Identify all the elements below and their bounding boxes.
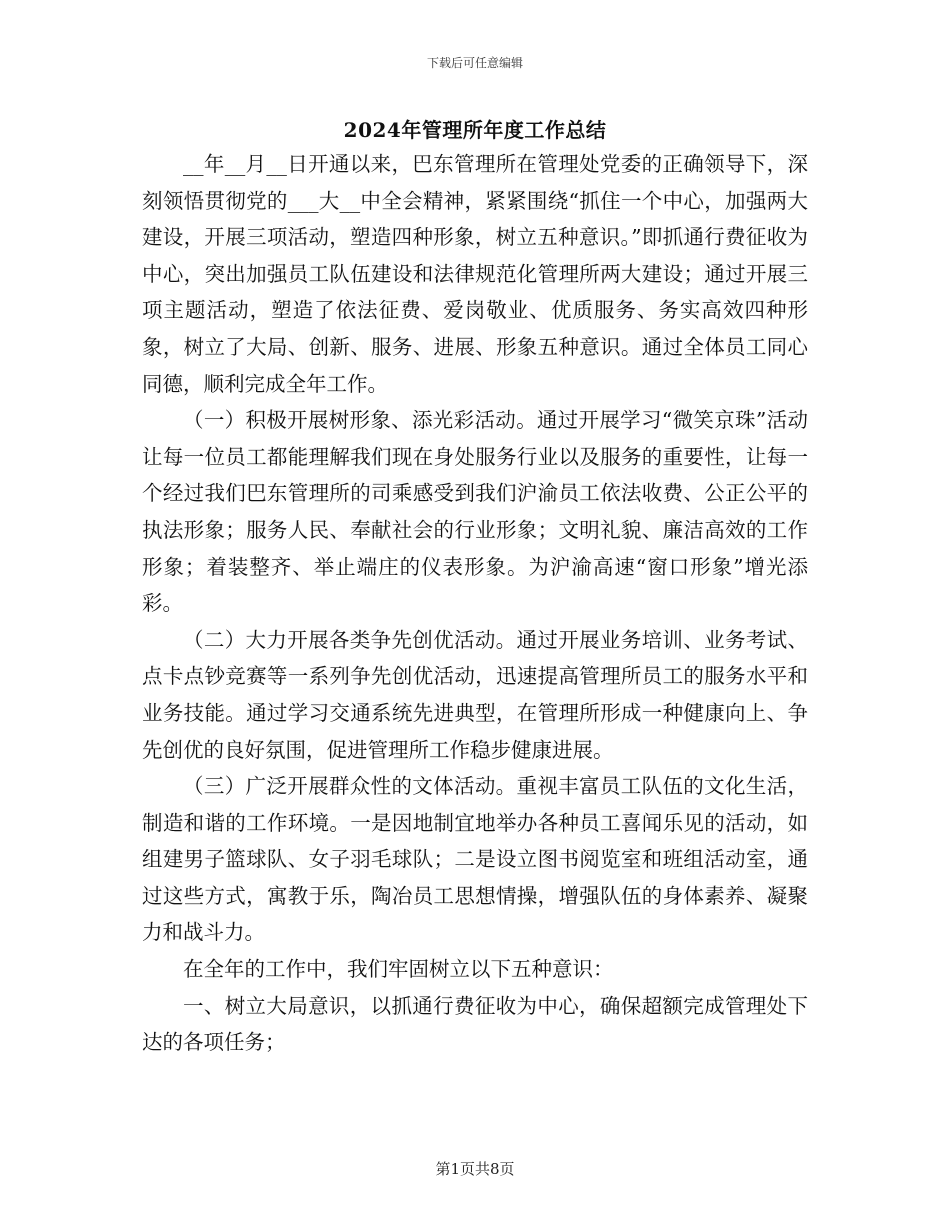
paragraph-awareness-1: 一、树立大局意识，以抓通行费征收为中心，确保超额完成管理处下达的各项任务； bbox=[142, 993, 808, 1055]
page-header-note: 下载后可任意编辑 bbox=[426, 56, 523, 70]
paragraph-section-2: （二）大力开展各类争先创优活动。通过开展业务培训、业务考试、点卡点钞竞赛等一系列争先创优活动，迅速提高管理所员工的服务水平和业务技能。通过学习交通系统先进典型，在管理所形成一种健康向上、争先创优的良好氛围，促进管理所工作稳步健康进展。 bbox=[142, 627, 808, 762]
page-number: 第1页共8页 bbox=[435, 1160, 515, 1178]
paragraph-intro: __年__月__日开通以来，巴东管理所在管理处党委的正确领导下，深刻领悟贯彻党的___大__中全会精神，紧紧围绕“抓住一个中心，加强两大建设，开展三项活动，塑造四种形象，树立五种意识。”即抓通行费征收为中心，突出加强员工队伍建设和法律规范化管理所两大建设；通过开展三项主题活动，塑造了依法征费、爱岗敬业、优质服务、务实高效四种形象，树立了大局、创新、服务、进展、形象五种意识。通过全体员工同心同德，顺利完成全年工作。 bbox=[142, 152, 808, 396]
paragraph-section-3: （三）广泛开展群众性的文体活动。重视丰富员工队伍的文化生活，制造和谐的工作环境。一是因地制宜地举办各种员工喜闻乐见的活动，如组建男子篮球队、女子羽毛球队；二是设立图书阅览室和班组活动室，通过这些方式，寓教于乐，陶冶员工思想情操，增强队伍的身体素养、凝聚力和战斗力。 bbox=[142, 774, 808, 945]
document-title: 2024年管理所年度工作总结 bbox=[343, 118, 607, 142]
paragraph-five-awareness-intro: 在全年的工作中，我们牢固树立以下五种意识： bbox=[183, 957, 614, 982]
paragraph-section-1: （一）积极开展树形象、添光彩活动。通过开展学习“微笑京珠”活动让每一位员工都能理解我们现在身处服务行业以及服务的重要性，让每一个经过我们巴东管理所的司乘感受到我们沪渝员工依法收费、公正公平的执法形象；服务人民、奉献社会的行业形象；文明礼貌、廉洁高效的工作形象；着装整齐、举止端庄的仪表形象。为沪渝高速“窗口形象”增光添彩。 bbox=[142, 408, 808, 616]
document-body bbox=[142, 146, 808, 1061]
